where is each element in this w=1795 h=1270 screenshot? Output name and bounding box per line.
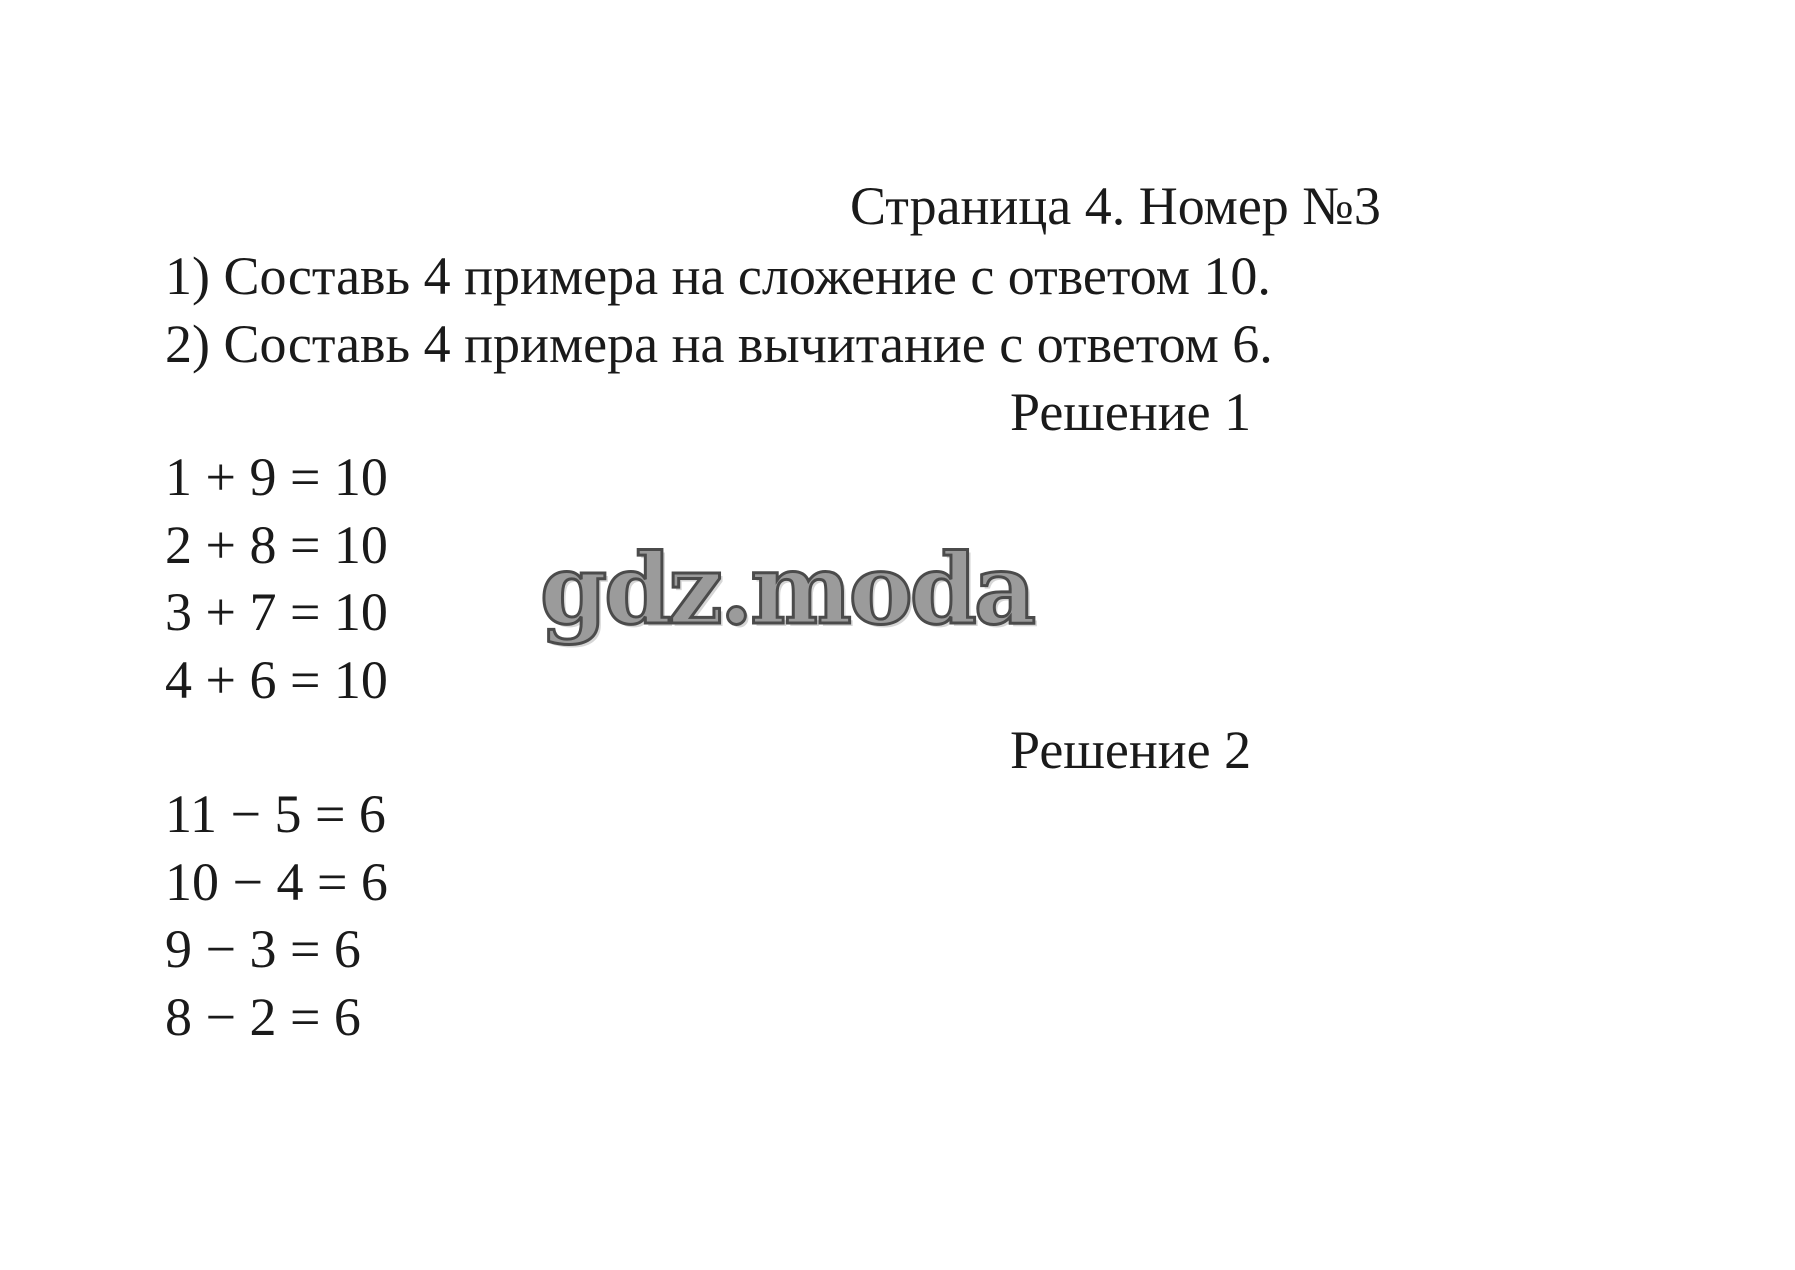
page-title: Страница 4. Номер №3 <box>850 176 1381 236</box>
equation-line: 10 − 4 = 6 <box>165 851 388 912</box>
equation-line: 11 − 5 = 6 <box>165 784 386 844</box>
watermark-logo: gdz.moda <box>540 533 1034 646</box>
solution-2-heading: Решение 2 <box>1010 720 1252 780</box>
solution-2-equations <box>165 781 388 1051</box>
task-1-text: 1) Составь 4 примера на сложение с ответом 10. <box>165 246 1271 306</box>
equation-line: 4 + 6 = 10 <box>165 649 388 710</box>
equation-line: 9 − 3 = 6 <box>165 919 361 979</box>
solution-1-equations <box>165 444 388 714</box>
task-2-text: 2) Составь 4 примера на вычитание с ответом 6. <box>165 314 1273 374</box>
equation-line: 1 + 9 = 10 <box>165 447 388 507</box>
solution-1-heading: Решение 1 <box>1010 382 1252 442</box>
equation-line: 3 + 7 = 10 <box>165 582 388 642</box>
equation-line: 2 + 8 = 10 <box>165 514 388 575</box>
equation-line: 8 − 2 = 6 <box>165 986 361 1047</box>
